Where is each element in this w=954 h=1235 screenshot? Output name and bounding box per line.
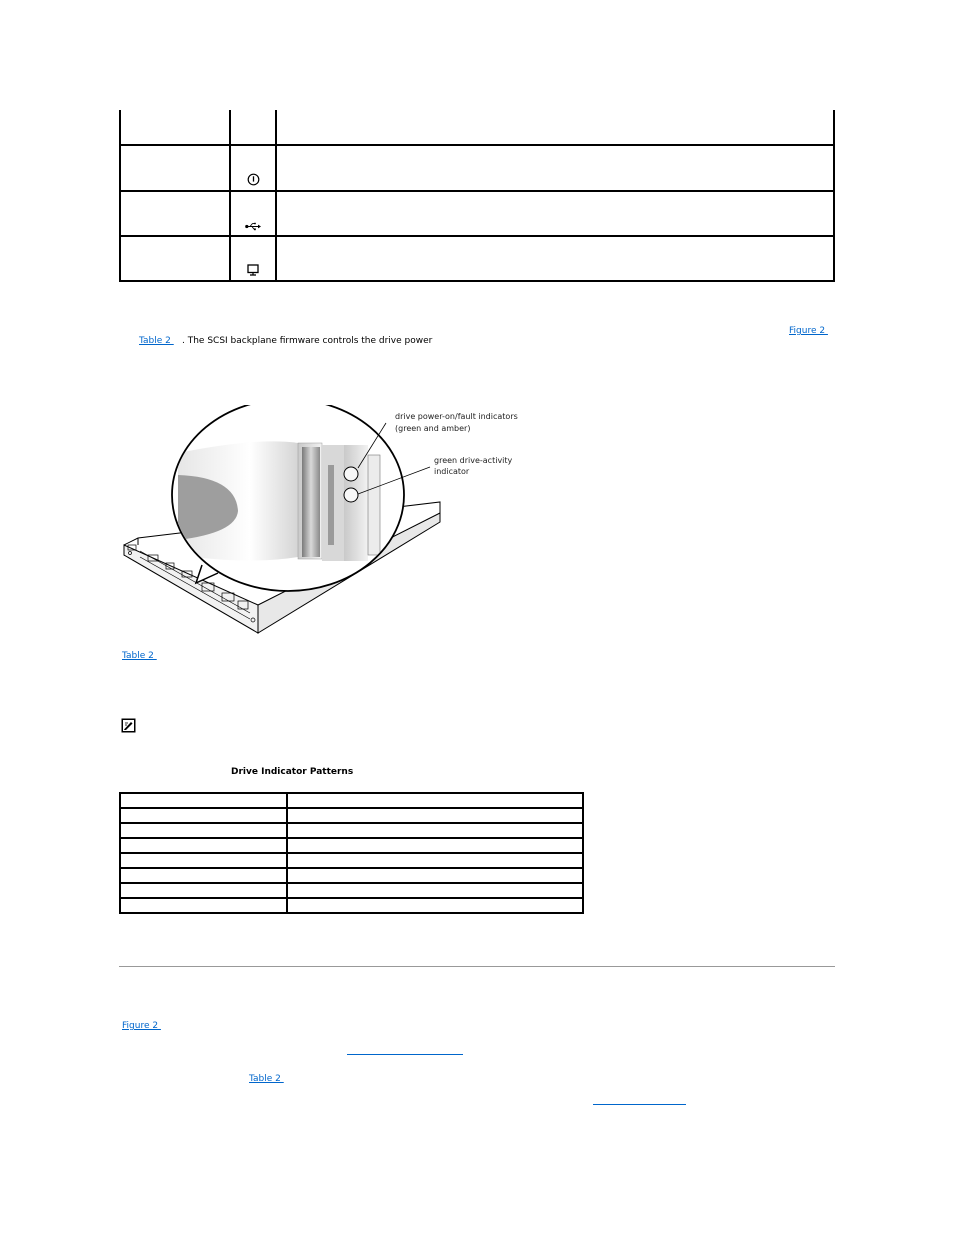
table-2-link[interactable]: Table 2 <box>122 651 157 661</box>
table-row <box>120 823 583 838</box>
table-cell <box>276 110 834 145</box>
table-cell <box>120 110 230 145</box>
table-row <box>120 793 583 808</box>
table-row <box>120 868 583 883</box>
table-row <box>120 883 583 898</box>
callout-activity-line2: indicator <box>434 467 470 476</box>
callout-activity-line1: green drive-activity <box>434 456 513 465</box>
table-2-link[interactable]: Table 2 <box>249 1074 284 1084</box>
table-cell <box>230 191 276 236</box>
intro-sentence: . The SCSI backplane firmware controls the drive power <box>182 336 433 346</box>
table-row <box>120 838 583 853</box>
drive-indicator-figure <box>118 405 528 640</box>
table-cell <box>230 145 276 191</box>
figure-2-link[interactable]: Figure 2 <box>789 326 828 336</box>
section-divider <box>119 966 835 967</box>
table-cell <box>120 191 230 236</box>
monitor-icon <box>247 264 259 276</box>
table-row <box>120 853 583 868</box>
figure-2-link[interactable]: Figure 2 <box>122 1021 161 1031</box>
power-icon <box>247 173 260 186</box>
table-2-link[interactable]: Table 2 <box>139 336 174 346</box>
table-row <box>120 898 583 913</box>
table-caption: Drive Indicator Patterns <box>231 767 354 777</box>
connector-table <box>119 110 835 282</box>
table-cell <box>230 110 276 145</box>
table-cell <box>230 236 276 281</box>
callout-power-line2: (green and amber) <box>395 424 471 433</box>
note-icon <box>121 718 136 733</box>
table-cell <box>276 145 834 191</box>
table-cell <box>276 191 834 236</box>
drive-indicator-table <box>119 792 584 914</box>
callout-power-line1: drive power-on/fault indicators <box>395 412 518 421</box>
link-underline[interactable] <box>593 1104 686 1105</box>
usb-icon <box>245 222 261 231</box>
link-underline[interactable] <box>347 1054 463 1055</box>
table-cell <box>276 236 834 281</box>
table-cell <box>120 236 230 281</box>
table-cell <box>120 145 230 191</box>
table-row <box>120 808 583 823</box>
